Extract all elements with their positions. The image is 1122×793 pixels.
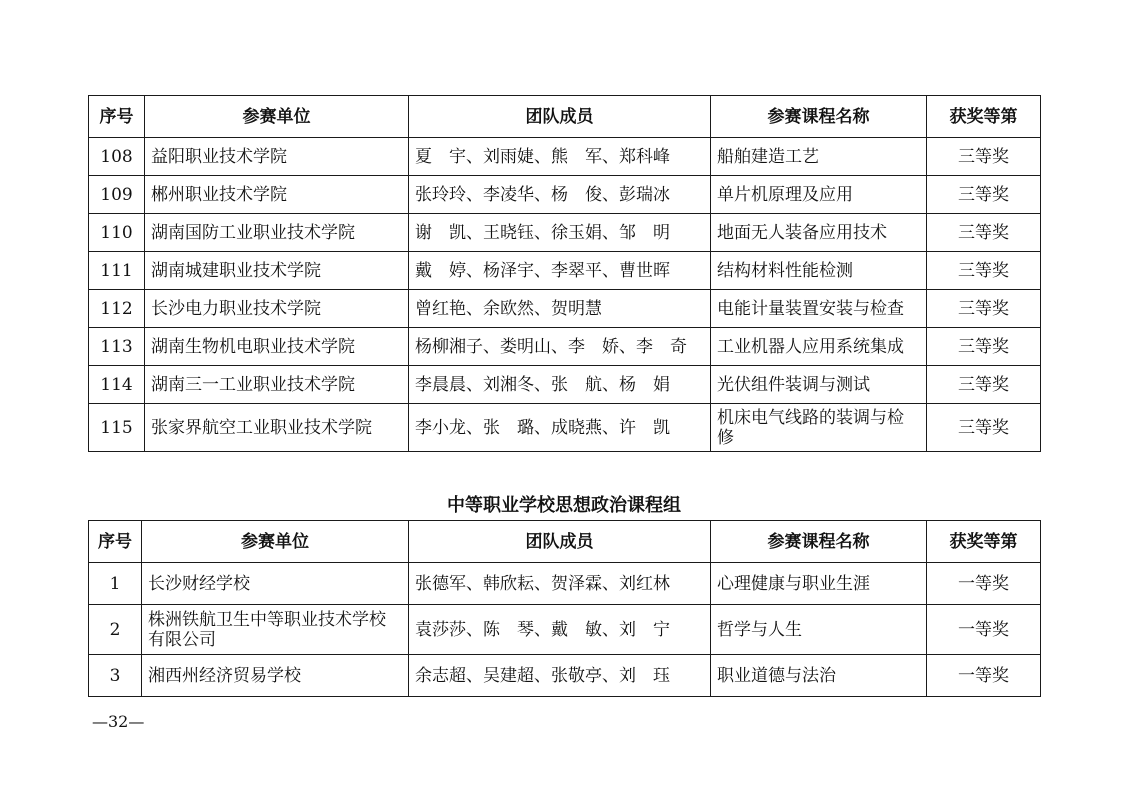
cell-course: 哲学与人生 — [711, 605, 927, 655]
cell-unit: 湖南国防工业职业技术学院 — [145, 214, 409, 252]
cell-course: 地面无人装备应用技术 — [711, 214, 927, 252]
cell-unit: 湖南生物机电职业技术学院 — [145, 328, 409, 366]
cell-award: 三等奖 — [927, 290, 1041, 328]
header-members: 团队成员 — [409, 521, 711, 563]
cell-serial: 2 — [89, 605, 142, 655]
table-row — [89, 605, 1041, 655]
cell-course: 船舶建造工艺 — [711, 138, 927, 176]
header-award: 获奖等第 — [927, 521, 1041, 563]
cell-serial: 111 — [89, 252, 145, 290]
cell-course: 职业道德与法治 — [711, 655, 927, 697]
cell-course: 机床电气线路的装调与检修 — [711, 404, 927, 452]
cell-members: 袁莎莎、陈 琴、戴 敏、刘 宁 — [409, 605, 711, 655]
cell-serial: 110 — [89, 214, 145, 252]
cell-award: 一等奖 — [927, 563, 1041, 605]
header-members: 团队成员 — [409, 96, 711, 138]
table-row — [89, 328, 1041, 366]
cell-unit: 湖南城建职业技术学院 — [145, 252, 409, 290]
cell-course: 单片机原理及应用 — [711, 176, 927, 214]
cell-award: 一等奖 — [927, 605, 1041, 655]
table-row — [89, 138, 1041, 176]
cell-unit: 湖南三一工业职业技术学院 — [145, 366, 409, 404]
cell-unit: 长沙电力职业技术学院 — [145, 290, 409, 328]
cell-unit: 湘西州经济贸易学校 — [142, 655, 409, 697]
cell-course: 工业机器人应用系统集成 — [711, 328, 927, 366]
cell-serial: 1 — [89, 563, 142, 605]
table-header-row — [89, 521, 1041, 563]
table-row — [89, 404, 1041, 452]
cell-members: 戴 婷、杨泽宇、李翠平、曹世晖 — [409, 252, 711, 290]
cell-members: 谢 凯、王晓钰、徐玉娟、邹 明 — [409, 214, 711, 252]
cell-members: 张玲玲、李凌华、杨 俊、彭瑞冰 — [409, 176, 711, 214]
cell-members: 李晨晨、刘湘冬、张 航、杨 娟 — [409, 366, 711, 404]
cell-serial: 114 — [89, 366, 145, 404]
cell-members: 杨柳湘子、娄明山、李 娇、李 奇 — [409, 328, 711, 366]
header-unit: 参赛单位 — [145, 96, 409, 138]
cell-award: 三等奖 — [927, 176, 1041, 214]
award-table-lower — [88, 520, 1041, 697]
cell-award: 一等奖 — [927, 655, 1041, 697]
cell-course: 电能计量装置安装与检查 — [711, 290, 927, 328]
header-serial: 序号 — [89, 96, 145, 138]
cell-award: 三等奖 — [927, 138, 1041, 176]
cell-serial: 109 — [89, 176, 145, 214]
cell-members: 曾红艳、余欧然、贺明慧 — [409, 290, 711, 328]
cell-serial: 3 — [89, 655, 142, 697]
table-row — [89, 176, 1041, 214]
cell-serial: 112 — [89, 290, 145, 328]
header-course: 参赛课程名称 — [711, 96, 927, 138]
table-row — [89, 563, 1041, 605]
award-table-upper — [88, 95, 1041, 452]
cell-award: 三等奖 — [927, 252, 1041, 290]
cell-serial: 115 — [89, 404, 145, 452]
cell-award: 三等奖 — [927, 328, 1041, 366]
header-serial: 序号 — [89, 521, 142, 563]
cell-members: 张德军、韩欣耘、贺泽霖、刘红林 — [409, 563, 711, 605]
cell-unit: 益阳职业技术学院 — [145, 138, 409, 176]
cell-members: 余志超、吴建超、张敬亭、刘 珏 — [409, 655, 711, 697]
table-row — [89, 366, 1041, 404]
page-number: —32— — [92, 712, 145, 731]
cell-award: 三等奖 — [927, 404, 1041, 452]
cell-course: 结构材料性能检测 — [711, 252, 927, 290]
header-award: 获奖等第 — [927, 96, 1041, 138]
cell-award: 三等奖 — [927, 214, 1041, 252]
cell-unit: 株洲铁航卫生中等职业技术学校有限公司 — [142, 605, 409, 655]
header-course: 参赛课程名称 — [711, 521, 927, 563]
cell-course: 光伏组件装调与测试 — [711, 366, 927, 404]
cell-members: 李小龙、张 璐、成晓燕、许 凯 — [409, 404, 711, 452]
cell-serial: 113 — [89, 328, 145, 366]
cell-unit: 张家界航空工业职业技术学院 — [145, 404, 409, 452]
table-row — [89, 290, 1041, 328]
table-header-row — [89, 96, 1041, 138]
cell-unit: 郴州职业技术学院 — [145, 176, 409, 214]
cell-unit: 长沙财经学校 — [142, 563, 409, 605]
section-title: 中等职业学校思想政治课程组 — [447, 495, 681, 516]
cell-serial: 108 — [89, 138, 145, 176]
header-unit: 参赛单位 — [142, 521, 409, 563]
table-row — [89, 252, 1041, 290]
table-row — [89, 655, 1041, 697]
table-row — [89, 214, 1041, 252]
cell-members: 夏 宇、刘雨婕、熊 军、郑科峰 — [409, 138, 711, 176]
cell-award: 三等奖 — [927, 366, 1041, 404]
cell-course: 心理健康与职业生涯 — [711, 563, 927, 605]
